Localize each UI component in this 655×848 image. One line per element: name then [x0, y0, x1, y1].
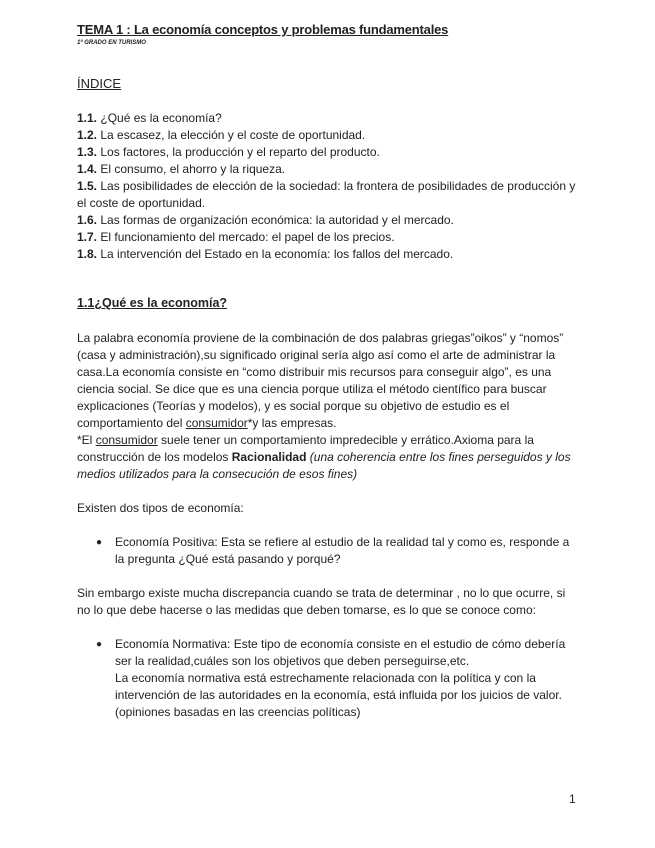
- normative-text: Economía Normativa: Este tipo de economía consiste en el estudio de cómo debería ser la realidad,cuáles son los objetivos que deben perseguirse,etc.: [115, 637, 566, 668]
- page-number: 1: [569, 792, 576, 806]
- section-heading: 1.1¿Qué es la economía?: [77, 296, 228, 310]
- normative-continuation: La economía normativa está estrechamente relacionada con la política y con la intervención de las autoridades en la economía, está influida por los juicios de valor.(opiniones basadas en las creencias políticas): [115, 671, 562, 719]
- toc-item-text: La escasez, la elección y el coste de oportunidad.: [100, 128, 366, 142]
- toc-item: [77, 229, 577, 246]
- toc-item: [77, 144, 577, 161]
- positive-list: [77, 534, 577, 568]
- types-intro: Existen dos tipos de economía:: [77, 501, 244, 515]
- bullet-icon: ●: [96, 639, 103, 650]
- toc-item-text: ¿Qué es la economía?: [100, 111, 222, 125]
- toc-item-number: 1.5.: [77, 179, 98, 193]
- toc-item-text: Los factores, la producción y el reparto del producto.: [100, 145, 380, 159]
- toc-item-text: El funcionamiento del mercado: el papel de los precios.: [100, 230, 395, 244]
- toc-item: [77, 212, 577, 229]
- toc-item: [77, 246, 577, 263]
- toc-item-number: 1.6.: [77, 213, 98, 227]
- note-paragraph: [77, 432, 577, 483]
- note-text-mid: suele tener un comportamiento impredecible y errático.Axioma para la construcción de los modelos: [77, 433, 534, 464]
- toc-item-number: 1.1.: [77, 111, 98, 125]
- discrepancy-paragraph: Sin embargo existe mucha discrepancia cuando se trata de determinar , no lo que ocurre, si no lo que debe hacerse o las medidas que deben tomarse, es lo que se conoce como:: [77, 586, 566, 617]
- consumidor-link-text: consumidor: [185, 416, 248, 430]
- toc-item: [77, 127, 577, 144]
- toc-item: [77, 110, 577, 127]
- note-text: *El: [77, 433, 96, 447]
- toc-item-number: 1.8.: [77, 247, 98, 261]
- list-item: [77, 534, 577, 568]
- bullet-icon: ●: [96, 537, 103, 548]
- normative-list: [77, 636, 577, 721]
- document-title: TEMA 1 : La economía conceptos y problemas fundamentales: [77, 22, 449, 37]
- toc-item: [77, 161, 577, 178]
- toc-item-number: 1.2.: [77, 128, 98, 142]
- intro-text-end: *y las empresas.: [247, 416, 337, 430]
- toc-item-text: La intervención del Estado en la economía: los fallos del mercado.: [100, 247, 454, 261]
- toc-item-text: Las formas de organización económica: la autoridad y el mercado.: [100, 213, 454, 227]
- toc-item-number: 1.3.: [77, 145, 98, 159]
- index-heading: ÍNDICE: [77, 76, 122, 91]
- table-of-contents: [77, 110, 577, 263]
- toc-item-number: 1.7.: [77, 230, 98, 244]
- toc-item: [77, 178, 577, 212]
- toc-item-text: El consumo, el ahorro y la riqueza.: [100, 162, 286, 176]
- intro-paragraph: [77, 330, 577, 432]
- toc-item-text: Las posibilidades de elección de la sociedad: la frontera de posibilidades de producción y el coste de oportunidad.: [77, 179, 576, 210]
- intro-text: La palabra economía proviene de la combinación de dos palabras griegas”oikos” y “nomos” (casa y administración),su significado original sería algo así como el arte de administrar la casa.La economía consiste en “como distribuir mis recursos para conseguir algo”, es una ciencia social. Se dice que es una ciencia porque utiliza el método científico para buscar explicaciones (Teorías y modelos), y es social porque su objetivo de estudio es el comportamiento del: [77, 331, 564, 430]
- list-item: [77, 636, 577, 721]
- note-consumidor: consumidor: [95, 433, 158, 447]
- positive-text: Economía Positiva: Esta se refiere al estudio de la realidad tal y como es, responde a la pregunta ¿Qué está pasando y porqué?: [115, 535, 570, 566]
- note-italic-text: (una coherencia entre los fines perseguidos y los medios utilizados para la consecución de esos fines): [77, 450, 571, 481]
- document-subtitle: 1º GRADO EN TURISMO: [77, 40, 146, 46]
- note-bold-term: Racionalidad: [231, 450, 307, 464]
- toc-item-number: 1.4.: [77, 162, 98, 176]
- section-body: [77, 330, 577, 721]
